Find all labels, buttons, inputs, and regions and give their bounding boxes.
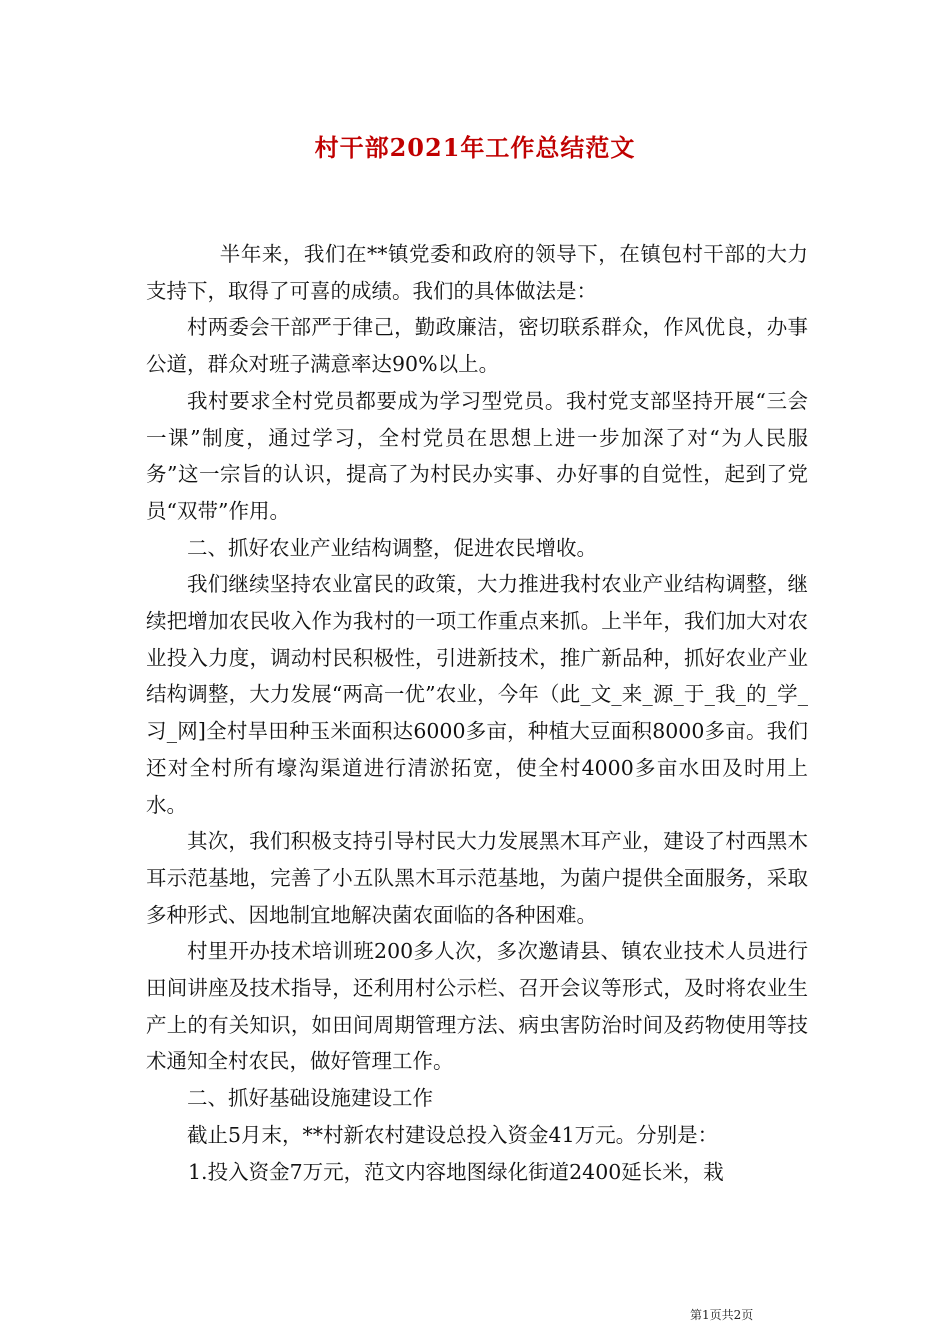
- paragraph-investment: 截止5月末，**村新农村建设总投入资金41万元。分别是：: [187, 1122, 719, 1147]
- section-heading-infrastructure: 二、抓好基础设施建设工作: [187, 1086, 433, 1111]
- paragraph-cadres: 村两委会干部严于律己，勤政廉洁，密切联系群众，作风优良，办事公道，群众对班子满意率达90%以上。: [146, 315, 808, 377]
- document-body: [146, 236, 808, 1190]
- paragraph-intro: 半年来，我们在**镇党委和政府的领导下，在镇包村干部的大力支持下，取得了可喜的成绩。我们的具体做法是：: [146, 242, 808, 303]
- paragraph-agriculture: 我们继续坚持农业富民的政策，大力推进我村农业产业结构调整，继续把增加农民收入作为我村的一项工作重点来抓。上半年，我们加大对农业投入力度，调动村民积极性，引进新技术，推广新品种，抓好农业产业结构调整，大力发展“两高一优”农业，今年（此_文_来_源_于_我_的_学_习_网]全村旱田种玉米面积达6000多亩，种植大豆面积8000多亩。我们还对全村所有壕沟渠道进行清淤拓宽，使全村4000多亩水田及时用上水。: [146, 572, 808, 817]
- paragraph-training: 村里开办技术培训班200多人次，多次邀请县、镇农业技术人员进行田间讲座及技术指导，还利用村公示栏、召开会议等形式，及时将农业生产上的有关知识，如田间周期管理方法、病虫害防治时间及药物使用等技术通知全村农民，做好管理工作。: [146, 939, 808, 1074]
- paragraph-party-members: 我村要求全村党员都要成为学习型党员。我村党支部坚持开展“三会一课”制度，通过学习，全村党员在思想上进一步加深了对“为人民服务”这一宗旨的认识，提高了为村民办实事、办好事的自觉性，起到了党员“双带”作用。: [146, 388, 808, 523]
- page-number: 第1页共2页: [690, 1308, 754, 1322]
- paragraph-fungus: 其次，我们积极支持引导村民大力发展黑木耳产业，建设了村西黑木耳示范基地，完善了小五队黑木耳示范基地，为菌户提供全面服务，采取多种形式、因地制宜地解决菌农面临的各种困难。: [146, 829, 808, 927]
- paragraph-item-1: 1.投入资金7万元，范文内容地图绿化街道2400延长米，栽: [188, 1159, 724, 1184]
- document-title: 村干部2021年工作总结范文: [314, 133, 636, 162]
- section-heading-agriculture: 二、抓好农业产业结构调整，促进农民增收。: [187, 535, 597, 560]
